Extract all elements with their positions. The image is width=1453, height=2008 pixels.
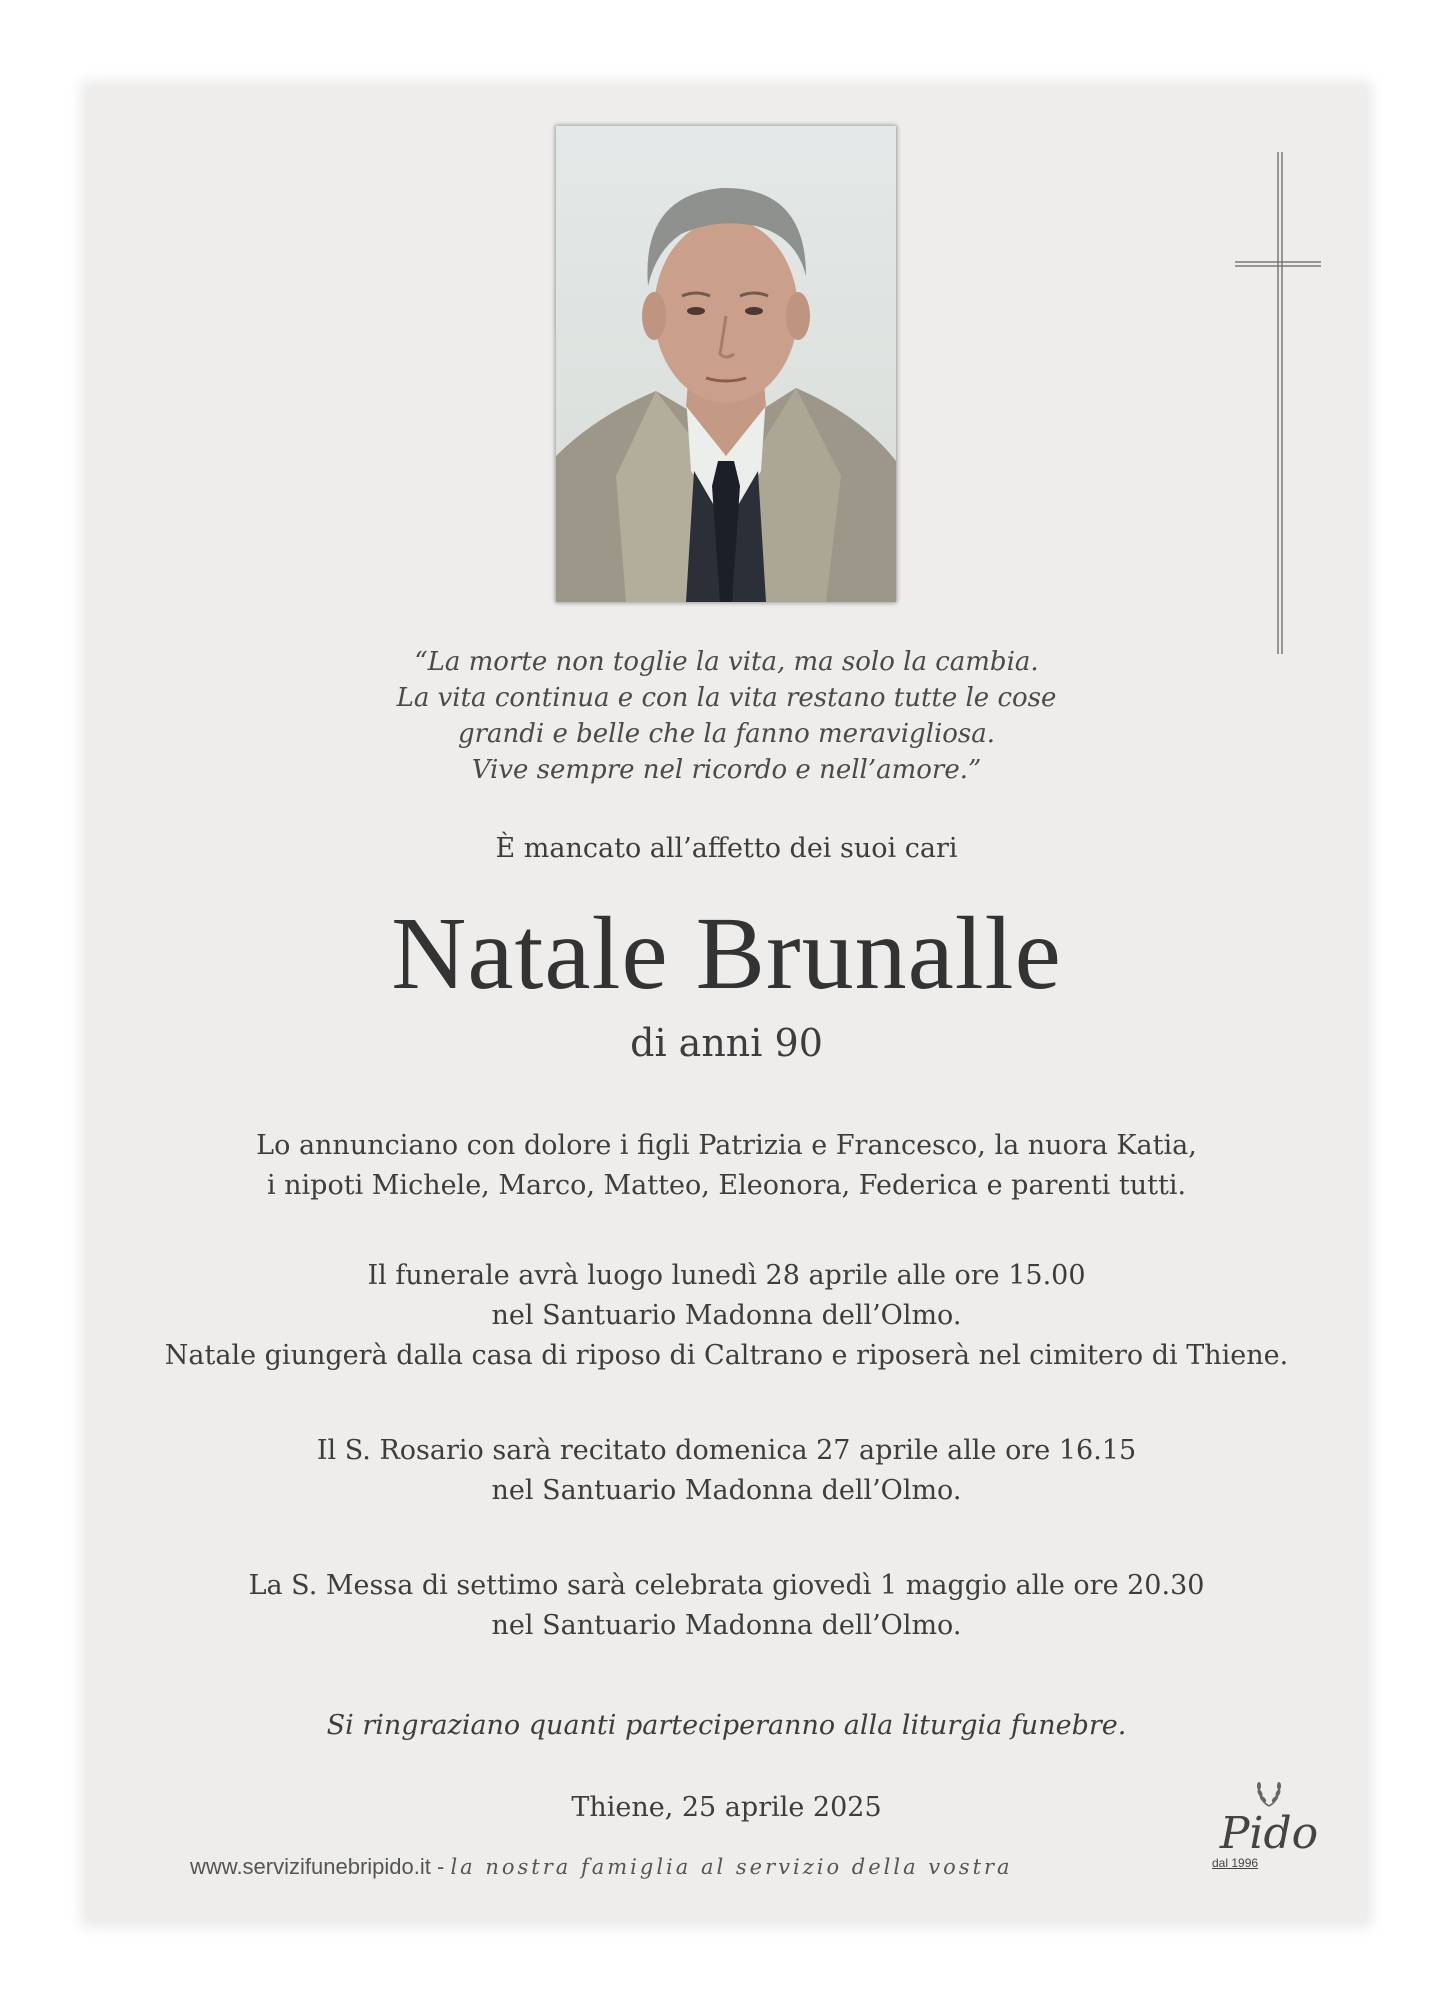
footer-separator: -	[430, 1854, 451, 1879]
deceased-name: Natale Brunalle	[391, 896, 1062, 1011]
funeral-line: Natale giungerà dalla casa di riposo di Caltrano e riposerà nel cimitero di Thiene.	[164, 1340, 1289, 1371]
logo-brand: Pido	[1219, 1808, 1319, 1859]
quote-line: Vive sempre nel ricordo e nell’amore.”	[471, 755, 982, 785]
funeral-paragraph	[86, 1256, 1367, 1376]
place-date: Thiene, 25 aprile 2025	[571, 1792, 882, 1823]
rosary-line: Il S. Rosario sarà recitato domenica 27 aprile alle ore 16.15	[316, 1435, 1137, 1466]
cross-icon	[1233, 152, 1323, 654]
rosary-paragraph	[86, 1431, 1367, 1511]
mass-line: nel Santuario Madonna dell’Olmo.	[491, 1610, 962, 1641]
footer-tagline: la nostra famiglia al servizio della vostra	[450, 1855, 1013, 1879]
pido-logo	[1204, 1776, 1334, 1886]
rosary-line: nel Santuario Madonna dell’Olmo.	[491, 1475, 962, 1506]
laurel-icon	[1252, 1776, 1286, 1810]
memorial-quote	[86, 644, 1367, 788]
quote-line: grandi e belle che la fanno meravigliosa.	[457, 719, 996, 749]
portrait-image	[556, 126, 896, 602]
mass-paragraph	[86, 1566, 1367, 1646]
logo-since: dal 1996	[1212, 1856, 1259, 1870]
obituary-notice	[86, 86, 1367, 1922]
announcement-line: Lo annunciano con dolore i figli Patrizia e Francesco, la nuora Katia,	[256, 1130, 1197, 1161]
quote-line: La vita continua e con la vita restano tutte le cose	[396, 683, 1057, 713]
deceased-age: di anni 90	[630, 1021, 823, 1065]
announcement-line: i nipoti Michele, Marco, Matteo, Eleonora, Federica e parenti tutti.	[266, 1170, 1187, 1201]
thanks-text: Si ringraziano quanti parteciperanno alla liturgia funebre.	[326, 1710, 1127, 1741]
footer	[190, 1854, 1013, 1880]
funeral-line: nel Santuario Madonna dell’Olmo.	[491, 1300, 962, 1331]
announcement-paragraph	[86, 1126, 1367, 1206]
intro-text: È mancato all’affetto dei suoi cari	[495, 833, 958, 864]
funeral-line: Il funerale avrà luogo lunedì 28 aprile alle ore 15.00	[367, 1260, 1086, 1291]
portrait-photo	[556, 126, 896, 602]
website-link[interactable]: www.servizifunebripido.it	[190, 1854, 431, 1879]
mass-line: La S. Messa di settimo sarà celebrata giovedì 1 maggio alle ore 20.30	[248, 1570, 1205, 1601]
quote-line: “La morte non toglie la vita, ma solo la cambia.	[414, 647, 1039, 677]
